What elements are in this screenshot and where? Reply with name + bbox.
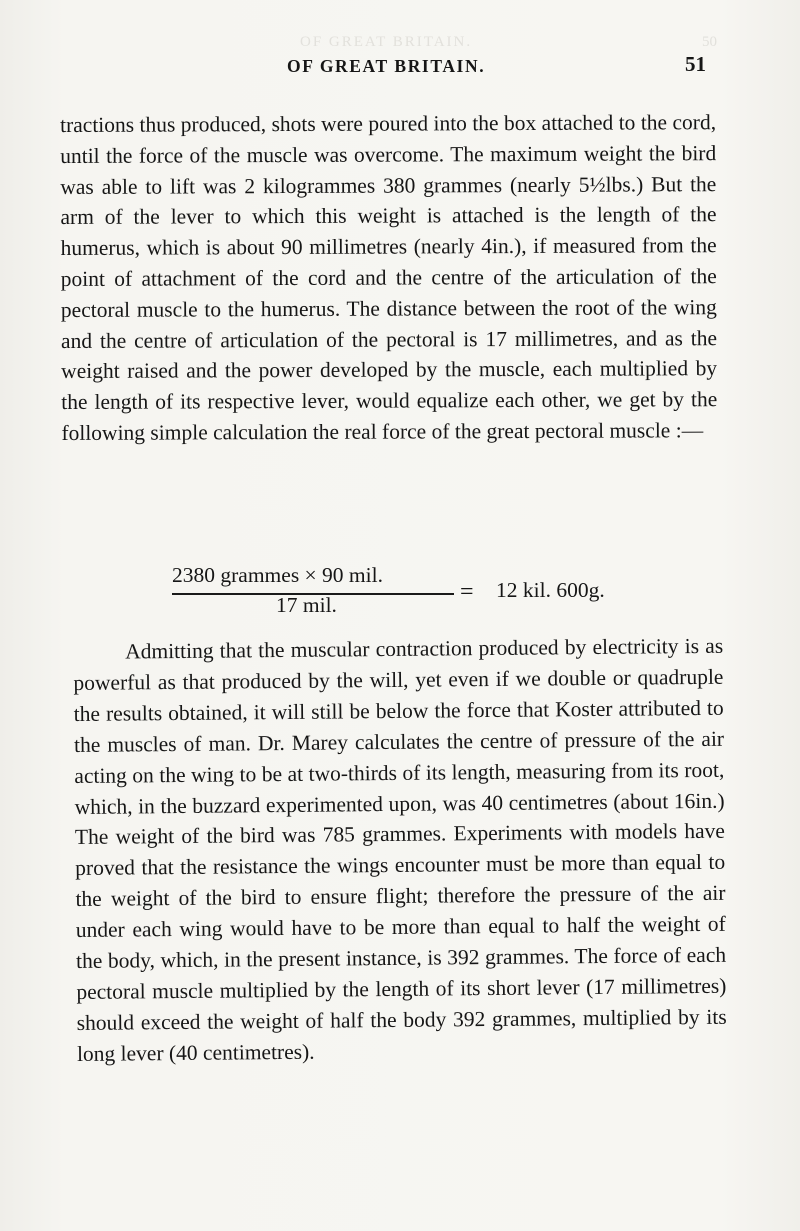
- formula-numerator: 2380 grammes × 90 mil.: [172, 563, 383, 587]
- paragraph-2: Admitting that the muscular contraction produced by electricity is as powerful as that produced by the will, yet even if we double or quadruple the results obtained, it will still be below the force that Koster attributed to the muscles of man. Dr. Marey calculates the centre of pressure of the air acting on the wing to be at two-thirds of its length, measuring from its root, which, in the buzzard experimented upon, was 40 centimetres (about 16in.) The weight of the bird was 785 grammes. Experiments with models have proved that the resistance the wings encounter must be more than equal to the weight of the bird to ensure flight; therefore the pressure of the air under each wing would have to be more than equal to half the weight of the body, which, in the present instance, is 392 grammes. The force of each pectoral muscle multiplied by the length of its short lever (17 millimetres) should exceed the weight of half the body 392 grammes, multiplied by its long lever (40 centimetres).: [73, 633, 727, 1066]
- page-number: 51: [685, 52, 706, 76]
- formula-equals-sign: =: [460, 579, 474, 605]
- bleed-through-heading: OF GREAT BRITAIN.: [300, 34, 473, 50]
- paragraph-1: tractions thus produced, shots were poured into the box attached to the cord, until the force of the muscle was overcome. The maximum weight the bird was able to lift was 2 kilogrammes 380 grammes (nearly 5½lbs.) But the arm of the lever to which this weight is attached is the length of the humerus, which is about 90 millimetres (nearly 4in.), if measured from the point of attachment of the cord and the centre of the articulation of the pectoral muscle to the humerus. The distance between the root of the wing and the centre of articulation of the pectoral is 17 millimetres, and as the weight raised and the power developed by the muscle, each multiplied by the length of its respective lever, would equalize each other, we get by the following simple calculation the real force of the great pectoral muscle :—: [60, 110, 718, 445]
- force-formula: [172, 563, 652, 623]
- bleed-through-page-number: 50: [702, 34, 717, 50]
- formula-denominator: 17 mil.: [276, 593, 337, 617]
- running-head: OF GREAT BRITAIN.: [287, 56, 486, 76]
- formula-result: 12 kil. 600g.: [496, 578, 605, 602]
